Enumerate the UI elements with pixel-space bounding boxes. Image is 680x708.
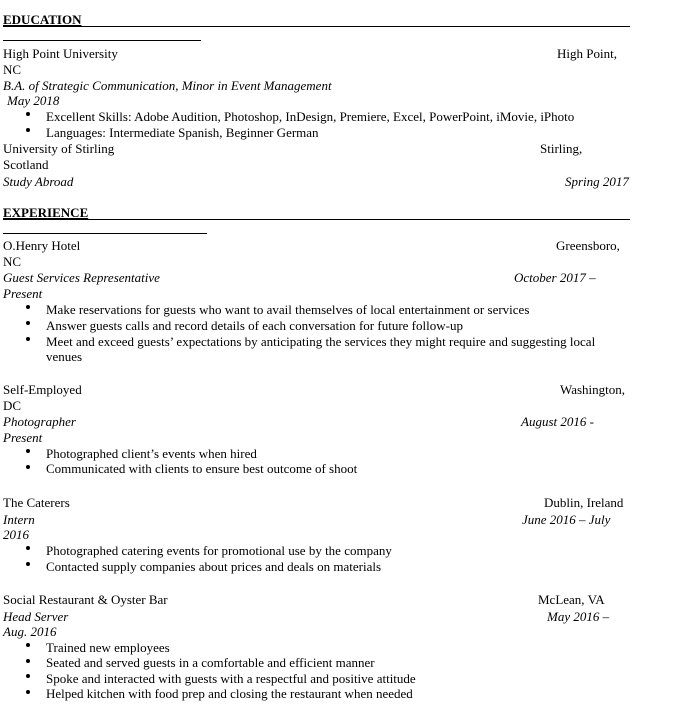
bullet-icon xyxy=(26,337,30,341)
section-subrule xyxy=(3,40,201,41)
school-name: University of Stirling xyxy=(3,141,115,156)
job-date: October 2017 – xyxy=(514,270,596,285)
list-item: Seated and served guests in a comfortable and efficient manner xyxy=(46,655,375,670)
job-date: June 2016 – July xyxy=(522,512,611,527)
job-title: Head Server xyxy=(3,609,69,624)
degree-date: May 2018 xyxy=(7,93,60,108)
list-item: Contacted supply companies about prices and deals on materials xyxy=(46,559,382,574)
degree: B.A. of Strategic Communication, Minor in Event Management xyxy=(3,78,332,93)
job-date-end: 2016 xyxy=(3,527,29,542)
list-item: Trained new employees xyxy=(46,640,170,655)
bullet-icon xyxy=(26,659,30,663)
list-item-continued: venues xyxy=(46,349,83,364)
list-item: Languages: Intermediate Spanish, Beginner German xyxy=(46,125,319,140)
program: Study Abroad xyxy=(3,174,74,189)
job-location: Washington, xyxy=(560,382,626,397)
list-item: Spoke and interacted with guests with a respectful and positive attitude xyxy=(46,671,416,686)
employer: Self-Employed xyxy=(3,382,82,397)
school-name: High Point University xyxy=(3,46,118,61)
job-date-end: Present xyxy=(3,286,43,301)
job-title: Guest Services Representative xyxy=(3,270,160,285)
job-location-state: NC xyxy=(3,254,22,269)
school-location: High Point, xyxy=(557,46,617,61)
section-subrule xyxy=(3,233,207,234)
program-date: Spring 2017 xyxy=(565,174,629,189)
list-item: Make reservations for guests who want to avail themselves of local entertainment or services xyxy=(46,302,530,317)
section-rule xyxy=(3,26,630,27)
education-heading: EDUCATION xyxy=(3,12,82,27)
employer: O.Henry Hotel xyxy=(3,238,81,253)
list-item: Excellent Skills: Adobe Audition, Photoshop, InDesign, Premiere, Excel, PowerPoint, iMovie, iPhoto xyxy=(46,109,575,124)
employer: Social Restaurant & Oyster Bar xyxy=(3,592,168,607)
job-location: McLean, VA xyxy=(538,592,605,607)
list-item: Photographed client’s events when hired xyxy=(46,446,257,461)
job-date: August 2016 - xyxy=(521,414,594,429)
bullet-icon xyxy=(26,465,30,469)
school-location: Stirling, xyxy=(540,141,583,156)
job-location: Dublin, Ireland xyxy=(544,495,624,510)
list-item: Communicated with clients to ensure best outcome of shoot xyxy=(46,461,358,476)
bullet-icon xyxy=(26,321,30,325)
job-location-state: DC xyxy=(3,398,22,413)
school-location-state: NC xyxy=(3,62,22,77)
bullet-icon xyxy=(26,449,30,453)
list-item: Meet and exceed guests’ expectations by anticipating the services they might require and suggesting local xyxy=(46,334,596,349)
bullet-icon xyxy=(26,112,30,116)
bullet-icon xyxy=(26,128,30,132)
bullet-icon xyxy=(26,305,30,309)
list-item: Photographed catering events for promotional use by the company xyxy=(46,543,392,558)
job-location: Greensboro, xyxy=(556,238,620,253)
bullet-icon xyxy=(26,690,30,694)
job-date: May 2016 – xyxy=(547,609,610,624)
job-date-end: Present xyxy=(3,430,43,445)
bullet-icon xyxy=(26,674,30,678)
bullet-icon xyxy=(26,562,30,566)
job-title: Photographer xyxy=(3,414,76,429)
section-rule xyxy=(3,219,630,220)
list-item: Answer guests calls and record details of each conversation for future follow-up xyxy=(46,318,463,333)
list-item: Helped kitchen with food prep and closing the restaurant when needed xyxy=(46,686,413,701)
bullet-icon xyxy=(26,643,30,647)
experience-heading: EXPERIENCE xyxy=(3,205,89,220)
employer: The Caterers xyxy=(3,495,70,510)
job-date-end: Aug. 2016 xyxy=(3,624,57,639)
job-title: Intern xyxy=(3,512,35,527)
school-location-country: Scotland xyxy=(3,157,49,172)
bullet-icon xyxy=(26,546,30,550)
